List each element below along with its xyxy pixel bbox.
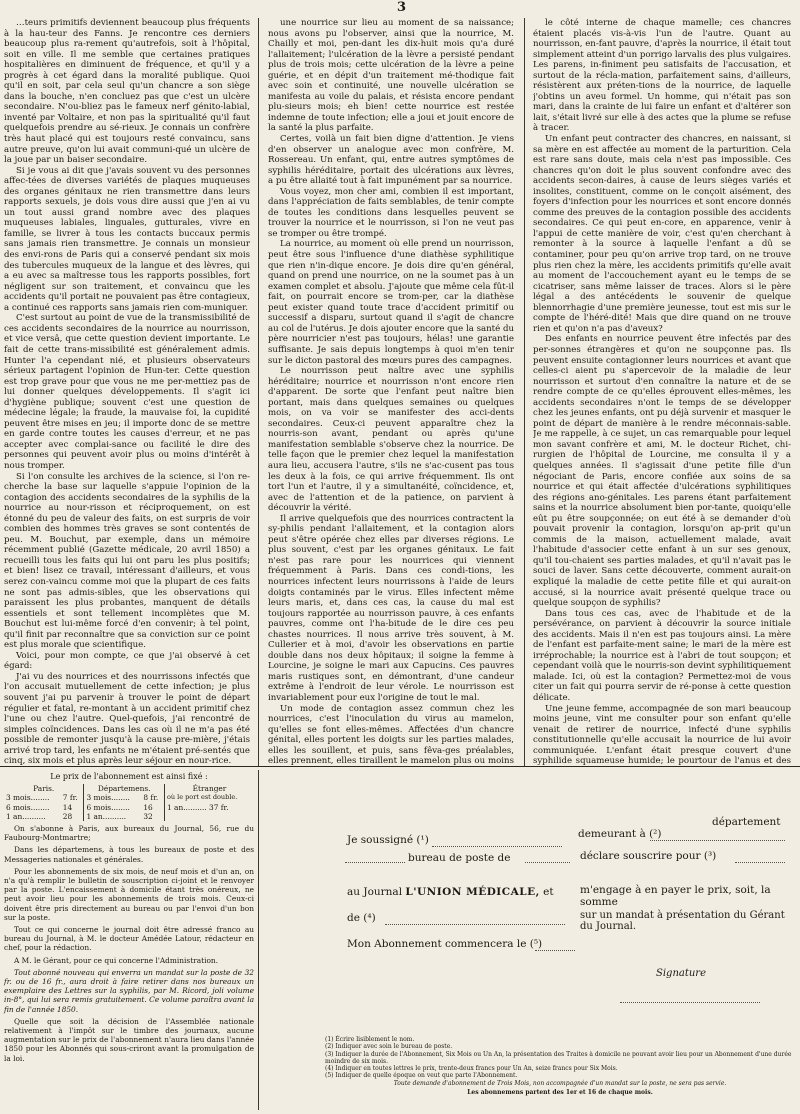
price-cell: 32	[143, 811, 153, 821]
header-departements: Départemens.	[84, 784, 165, 793]
form-demeurant: demeurant à (²)	[578, 828, 662, 840]
note: (1) Écrire lisiblement le nom.	[325, 1036, 415, 1043]
amount-field[interactable]	[385, 924, 565, 925]
subscription-paragraph: Tout ce qui concerne le journal doit être adressé franco au bureau du Journal, à M. le docteur Amédée Latour, rédacteur en chef, pour la rédaction.	[4, 925, 254, 953]
subscription-paragraph: Tout abonné nouveau qui enverra un mandat sur la poste de 32 fr. ou de 16 fr., aura droit à faire retirer dans nos bureaux un exemplaire des Lettres sur la syphilis, par M. Ricord, joli volume in-8°, qui lui sera remis gratuitement. Ce volume paraîtra avant la fin de l'année 1850.	[4, 967, 254, 1014]
paragraph: C'est surtout au point de vue de la transmissibilité de ces accidents secondaires de la nourrice au nourrisson, et vice versâ, que cette question devient importante. Le fait de cette trans-missibilité est généralement admis. Hunter l'a cependant nié, et plusieurs observateurs sérieux partagent l'opinion de Hun-ter. Cette question est trop grave pour que vous ne me per-mettiez pas de lui donner quelques développements. Il s'agit ici d'hygiène publique; souvent c'est une question de médecine légale; la fraude, la mauvaise foi, la cupidité peuvent être mises en jeu; il importe donc de se mettre en garde contre toutes les causes d'erreur, et ne pas accepter avec complai-sance ou facilité le dire des personnes qui peuvent avoir plus ou moins d'intérêt à nous tromper.	[4, 313, 250, 471]
note: (4) Indiquer en toutes lettres le prix, trente-deux francs pour Un An, seize francs pour Six Mois.	[325, 1065, 618, 1073]
price-table	[4, 784, 254, 821]
price-cell: 3 mois........	[84, 793, 141, 802]
start-date-field[interactable]	[535, 950, 575, 951]
form-mandat: sur un mandat à présentation du Gérant du Journal.	[580, 910, 785, 932]
et-label: et	[543, 886, 554, 898]
price-cell: 6 mois........	[6, 802, 50, 812]
subscription-paragraph: On s'abonne à Paris, aux bureaux du Journal, 56, rue du Faubourg-Montmartre;	[4, 824, 254, 843]
paragraph: Vous voyez, mon cher ami, combien il est important, dans l'appréciation de faits semblables, de tenir compte de toutes les conditions dans lesquelles peuvent se trouver la nourrice et le nourrisson, si l'on ne veut pas se tromper ou être trompé.	[268, 186, 514, 239]
note: (3) Indiquer la durée de l'Abonnement, Six Mois ou Un An, la présentation des Traites à domicile ne pouvant avoir lieu pour un Abonnement d'une durée moindre de six mois.	[325, 1050, 792, 1065]
etranger-price: 1 an.......... 37 fr.	[164, 803, 254, 812]
paragraph: Des enfants en nourrice peuvent être infectés par des per-sonnes étrangères et qu'on ne soupçonne pas. Ils peuvent ensuite contagionner leurs nourrices et avant que celles-ci aient pu s'apercevoir de la maladie de leur nourrisson et surtout d'en connaître la nature et de se rendre compte de ce qu'elles éprouvent elles-mêmes, les accidents secondaires n'ont le temps de se développer chez les jeunes enfants, ont pu déjà survenir et masquer le point de départ de manière à le rendre méconnais-sable. Je me rappelle, à ce sujet, un cas remarquable pour lequel mon savant confrère et ami, M. le docteur Richet, chi-rurgien de l'hôpital de Lourcine, me consulta il y a quelques années. Il s'agissait d'une petite fille d'un négociant de Paris, encore confiée aux soins de sa nourrice et qui était affectée d'ulcérations syphilitiques des régions ano-génitales. Les parens étant parfaitement sains et la nourrice absolument bien por-tante, quoiqu'elle eût pu être soupçonnée; on eut été à se demander d'où pouvait provenir la contagion, lorsqu'on ap-prit qu'un commis de la maison, actuellement malade, avait l'habitude d'associer cette enfant à un sur ses genoux, qu'il tou-chaient ses parties malades, et qu'il n'avait pas le souci de laver. Sans cette découverte, comment aurait-on expliqué la maladie de cette petite fille et qui aurait-on accusé, si la nourrice avait présenté quelque trace ou quelque soupçon de syphilis?	[533, 334, 791, 609]
empty-cell	[164, 812, 254, 821]
form-departement: département	[712, 816, 781, 828]
text-column-1	[4, 18, 250, 766]
column-divider	[524, 18, 525, 766]
paragraph: …teurs primitifs deviennent beaucoup plus fréquents à la hau-teur des Fanns. Je rencontre ces derniers beaucoup plus ra-rement qu'autrefois, soit à l'hôpital, soit en ville. Il me semble que certaines pratiques hospitalières en diminuent de fréquence, et qu'il y a progrès à cet égard dans la moralité publique. Quoi qu'il en soit, par cela seul qu'un chancre a son siège dans la bouche, n'en concluez pas que c'est un ulcère secondaire. N'ou-bliez pas le fameux nerf génito-labial, inventé par Voltaire, et non pas la spiritualité qu'il faut quelquefois prendre au sé-rieux. Je connais un confrère très haut placé qui est toujours resté convaincu, sans autre preuve, qu'on lui avait communi-qué un ulcère de la joue par un baiser secondaire.	[4, 18, 250, 166]
paragraph: Un enfant peut contracter des chancres, en naissant, si sa mère en est affectée au moment de la parturition. Cela est rare sans doute, mais cela n'est pas impossible. Ces chancres qu'on doit le plus souvent confondre avec des accidents secon-daires, à cause de leurs sièges variés et insolites, constituent, comme on le conçoit aisément, des foyers d'infection pour les nourrices et sont encore donnés comme des preuves de la contagion possible des accidents secondaires. Ce qui peut en-core, en apparence, venir à l'appui de cette manière de voir, c'est qu'en cherchant à remonter à la source à laquelle l'enfant a dû se contaminer, pour peu qu'on arrive trop tard, on ne trouve plus rien chez la mère, les accidents primitifs qu'elle avait au moment de l'accouchement ayant eu le temps de se cicatriser, sans même laisser de traces. Alors si le père légal a des antécédents le souvenir de quelque blennorrhagie d'une première jeunesse, tout est mis sur le compte de l'héré-dité! Mais que dire quand on ne trouve rien et qu'on n'a pas d'aveux?	[533, 134, 791, 334]
paragraph: Si je vous ai dit que j'avais souvent vu des personnes affec-tées de diverses variétés de plaques muqueuses des organes génitaux ne rien transmettre dans leurs rapports sexuels, je dois vous dire aussi que j'en ai vu un tout aussi grand nombre avec des plaques muqueuses labiales, linguales, gutturales, vivre en famille, se livrer à tous les contacts buccaux permis sans jamais rien transmettre. Je connais un monsieur des envi-rons de Paris qui a conservé pendant six mois des tubercules muqueux de la langue et des lèvres, qui a eu avec sa maîtresse tous les rapports possibles, fort négligent sur son traitement, et convaincu que les accidents qu'il portait ne pouvaient pas être contagieux, a continué ces rapports sans jamais rien com-muniquer.	[4, 165, 250, 313]
note: Les abonnemens partent des 1er et 16 de chaque mois.	[467, 1089, 653, 1097]
paragraph: Le nourrisson peut naître avec une syphilis héréditaire; nourrice et nourrisson n'ont encore rien d'apparent. De sorte que l'enfant peut naître bien portant, mais dans quelques semaines ou quelques mois, on va voir se manifester des acci-dents secondaires. Ceux-ci peuvent apparaître chez la nourris-son avant, pendant ou après qu'une manifestation semblable s'observe chez la nourrice. De telle façon que le premier chez lequel la manifestation aura lieu, accusera l'autre, s'ils ne s'ac-cusent pas tous les deux à la fois, ce qui arrive fréquemment. Ils ont tort l'un et l'autre, il y a simultanéité, coïncidence, et, avec de l'attention et de la patience, on parvient à découvrir la vérité.	[268, 366, 514, 514]
price-cell: 6 mois........	[84, 803, 141, 812]
page-number: 3	[397, 0, 407, 15]
note: (5) Indiquer de quelle époque on veut que parte l'Abonnement.	[325, 1072, 518, 1080]
header-etranger: Étranger	[164, 784, 254, 793]
journal-name: L'UNION MÉDICALE,	[405, 886, 540, 898]
post-office-field-left[interactable]	[345, 862, 405, 863]
subscription-paragraph: Dans les départemens, à tous les bureaux de poste et des Messageries nationales et générales.	[4, 845, 254, 864]
form-signature: Signature	[656, 968, 707, 979]
form-commence: Mon Abonnement commencera le (⁵)	[347, 938, 543, 950]
paragraph: Une jeune femme, accompagnée de son mari beaucoup moins jeune, vint me consulter pour son enfant qu'elle venait de retirer de nourrice, infecté d'une syphilis constitutionnelle qu'elle accusait la nourrice de lui avoir communiquée. L'enfant était presque couvert d'une syphilide squameuse humide; le pourtour de l'anus et des	[533, 703, 791, 766]
text-column-3	[533, 18, 791, 766]
price-cell: 16	[143, 802, 153, 812]
form-de: de (⁴)	[347, 912, 376, 924]
duration-field[interactable]	[735, 862, 785, 863]
form-engage: m'engage à en payer le prix, soit, la somme	[580, 884, 771, 908]
au-journal-label: au Journal	[347, 886, 403, 898]
price-cell: 8 fr.	[143, 793, 159, 803]
price-cell: 3 mois........	[6, 793, 50, 803]
paragraph: J'ai vu des nourrices et des nourrissons infectés que l'on accusait mutuellement de cette infection; je plus souvent j'ai pu parvenir à trouver le point de départ régulier et fatal, re-montant à un accident primitif chez l'une ou chez l'autre. Quel-quefois, j'ai rencontré de simples coïncidences. Dans les cas où il ne m'a pas été possible de remonter jusqu'à la cause pre-mière, j'étais arrivé trop tard, les enfants ne m'étaient pré-sentés que cinq, six mois et plus après leur séjour en nour-rice.	[4, 671, 250, 766]
paragraph: Un mode de contagion assez commun chez les nourrices, c'est l'inoculation du virus au mamelon, qu'elles se font elles-mêmes. Affectées d'un chancre génital, elles portent les doigts sur les parties malades, elles les souillent, et puis, sans fêva-ges préalables, elles prennent, elles tiraillent le mamelon plus ou moins	[268, 703, 514, 766]
etranger-note: où le port est double.	[164, 793, 254, 802]
signature-field[interactable]	[620, 1002, 760, 1003]
form-bureau-poste: bureau de poste de	[408, 852, 511, 864]
paragraph: Voici, pour mon compte, ce que j'ai observé à cet égard:	[4, 650, 250, 672]
paragraph: La nourrice, au moment où elle prend un nourrisson, peut être sous l'influence d'une diathèse syphilitique que rien n'in-dique encore. Je dois dire qu'en général, quand on prend une nourrice, on ne la soumet pas à un examen complet et absolu. J'ajoute que même cela fût-il fait, on pourrait encore se trom-per, car la diathèse peut exister quand toute trace d'accident primitif ou successif a disparu, surtout quand il s'agit de chancre au col de l'utérus. Je dois ajouter encore que la santé du père nourricier n'est pas toujours, hélas! une garantie suffisante. Je sais depuis longtemps à quoi m'en tenir sur le dicton pastoral des mœurs pures des campagnes.	[268, 239, 514, 366]
paragraph: Dans tous ces cas, avec de l'habitude et de la persévérance, on parvient à découvrir la source initiale des accidents. Mais il n'en est pas toujours ainsi. La mère de l'enfant est parfaite-ment saine; le mari de la mère est irréprochable; la nourrice est à l'abri de tout soupçon; et cependant voilà que le nourris-son devint syphilitiquement malade. Ici, où est la contagion? Permettez-moi de vous citer un fait qui pourra servir de ré-ponse à cette question délicate.	[533, 608, 791, 703]
horizontal-rule	[0, 766, 800, 767]
post-office-field[interactable]	[525, 862, 570, 863]
subscription-info	[4, 772, 254, 1063]
subscription-paragraph: A M. le Gérant, pour ce qui concerne l'Administration.	[14, 955, 219, 965]
subscription-heading: Le prix de l'abonnement est ainsi fixé :	[50, 772, 208, 781]
form-notes	[325, 1036, 795, 1096]
form-declare: déclare souscrire pour (³)	[580, 850, 717, 862]
price-cell: 1 an..........	[6, 811, 46, 821]
note: (2) Indiquer avec soin le bureau de poste.	[325, 1043, 453, 1051]
paragraph: Certes, voilà un fait bien digne d'attention. Je viens d'en observer un analogue avec mon confrère, M. Rossereau. Un enfant, qui, entre autres symptômes de syphilis héréditaire, portait des ulcérations aux lèvres, a pu être allaité tout à fait impunément par sa nourrice.	[268, 134, 514, 187]
subscription-paragraph: Quelle que soit la décision de l'Assemblée nationale relativement à l'impôt sur le timbre des journaux, aucune augmentation sur le prix de l'abonnement n'aura lieu dans l'année 1850 pour les Abonnés qui sous-criront avant la promulgation de la loi.	[4, 1016, 254, 1063]
column-divider	[258, 770, 259, 1110]
address-field[interactable]	[650, 840, 785, 841]
paragraph: Il arrive quelquefois que des nourrices contractent la sy-philis pendant l'allaitement, et la contagion alors peut s'être opérée chez elles par diverses régions. Le plus souvent, c'est par les organes génitaux. Le fait n'est pas rare pour les nourrices qui viennent fréquemment à Paris. Dans ces condi-tions, les nourrices infectent leurs nourrissons à l'aide de leurs doigts contaminés par le virus. Elles infectent même leurs maris, et, dans ces cas, la cause du mal est toujours rapportée au nourrisson pauvre, à ces enfants pauvres, comme ont l'ha-bitude de le dire ces peu chastes nourrices. Il nous arrive très souvent, à M. Cullerier et à moi, d'avoir les observations en partie double dans nos deux hôpitaux; il soigne la femme à Lourcine, je soigne le mari aux Capucins. Ces pauvres maris rustiques sont, en démontrant, d'une candeur extrême à l'endroit de leur vérole. Le nourrisson est invariablement pour eux l'origine de tout le mal.	[268, 513, 514, 703]
price-cell: 7 fr.	[62, 793, 78, 803]
price-cell: 14	[62, 802, 73, 812]
subscription-paragraph: Pour les abonnements de six mois, de neuf mois et d'un an, on n'a qu'à remplir le bulletin de souscription ci-joint et le renvoyer par la poste. L'encaissement à domicile étant très onéreux, ne peut avoir lieu pour les abonnements de trois mois. Ceux-ci doivent être pris directement au bureau ou par l'envoi d'un bon sur la poste.	[4, 866, 254, 922]
note: Toute demande d'abonnement de Trois Mois, non accompagnée d'un mandat sur la poste, ne sera pas servie.	[393, 1079, 727, 1087]
column-divider	[258, 18, 259, 766]
paragraph: Si l'on consulte les archives de la science, si l'on re-cherche la base sur laquelle s'appuie l'opinion de la contagion des accidents secondaires de la syphilis de la nourrice au nour-risson et réciproquement, on est étonné du peu de valeur des faits, on est surpris de voir combien des hommes très graves se sont contentés de peu. M. Bouchut, par exemple, dans un mémoire récemment publié (Gazette médicale, 20 avril 1850) a recueilli tous les faits qui lui ont paru les plus positifs; et bien! lisez ce travail, intéressant d'ailleurs, et vous serez con-vaincu comme moi que la plupart de ces faits ne sont pas admis-sibles, que les observations qui paraissent les plus probantes, manquent de détails essentiels et sont tellement incomplètes que M. Bouchut est lui-même forcé d'en convenir; à tel point, qu'il finit par reconnaître que sa conviction sur ce point est plus morale que scientifique.	[4, 471, 250, 651]
form-au-journal	[347, 886, 554, 898]
text-column-2	[268, 18, 514, 766]
price-cell: 28	[62, 811, 73, 821]
name-field[interactable]	[432, 846, 562, 847]
paragraph: une nourrice sur lieu au moment de sa naissance; nous avons pu l'observer, ainsi que la nourrice, M. Chailly et moi, pen-dant les dix-huit mois qu'a duré l'allaitement; l'ulcération de la lèvre a persisté pendant plus de trois mois; cette ulcération de la lèvre a peine guérie, et en dépit d'un traitement mé-thodique fait avec soin et continuité, une nouvelle ulcération se manifesta au voile du palais, et résista encore pendant plu-sieurs mois; eh bien! cette nourrice est restée indemne de toute infection; elle a joui et jouit encore de la santé la plus parfaite.	[268, 18, 514, 134]
header-paris: Paris.	[33, 784, 55, 794]
price-cell: 1 an..........	[84, 812, 141, 821]
paragraph: le côté interne de chaque mamelle; ces chancres étaient placés vis-à-vis l'un de l'autre. Quant au nourrisson, en-fant pauvre, d'après la nourrice, il était tout simplement atteint d'un porrigo larvalis des plus vulgaires. Les parens, in-finiment peu satisfaits de l'accusation, et surtout de la récla-mation, parfaitement sains, d'ailleurs, résistèrent aux préten-tions de la nourrice, de laquelle j'obtins un aveu formel. Un homme, qui n'était pas son mari, dans la crainte de lui faire un enfant et d'altérer son lait, s'était livré sur elle à des actes que la plume se refuse à tracer.	[533, 18, 791, 134]
form-je-soussigne: Je soussigné (¹)	[347, 834, 429, 846]
